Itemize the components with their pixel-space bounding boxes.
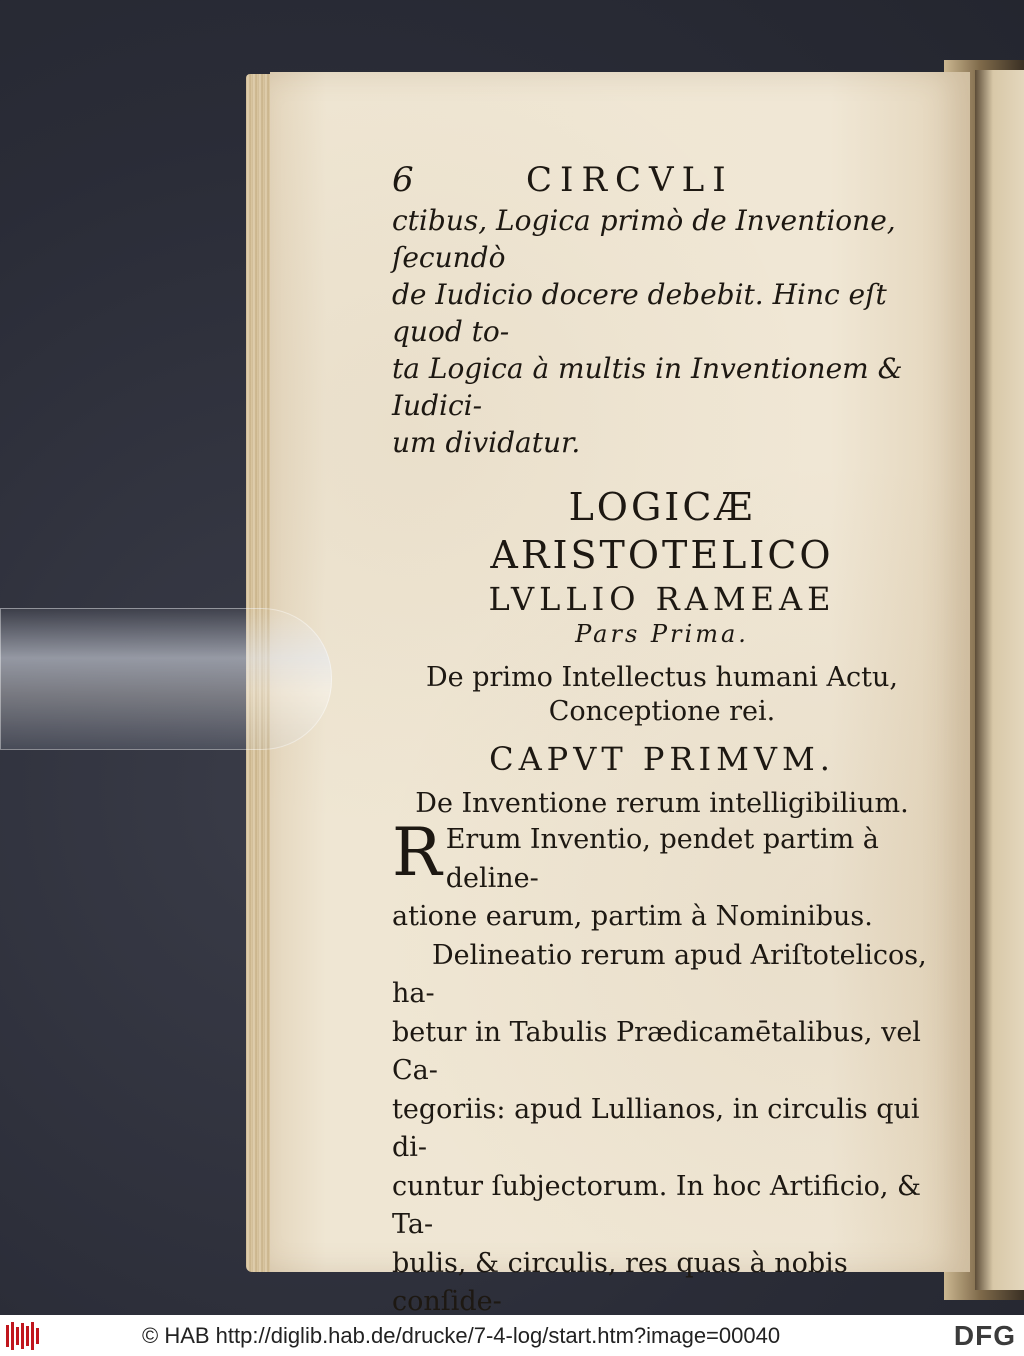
copyright-link[interactable]: © HAB http://diglib.hab.de/drucke/7-4-log/start.htm?image=00040	[142, 1322, 781, 1348]
section-heading-1: LOGICÆ ARISTOTELICO	[490, 485, 834, 577]
facing-page-edge	[975, 70, 1024, 1290]
page-text	[392, 160, 932, 1315]
page-number: 6	[392, 160, 414, 200]
text-line: ta Logica à multis in Inventionem & Iudici-	[392, 352, 903, 422]
text-line: betur in Tabulis Prædicamētalibus, vel Ca-	[392, 1016, 921, 1086]
intro-text	[392, 202, 932, 461]
running-head: CIRCVLI	[526, 160, 734, 200]
pars-heading: Pars Prima.	[575, 620, 749, 648]
section-heading-2: LVLLIO RAMEAE	[488, 580, 836, 618]
text-line: Erum Inventio, pendet partim à deline-	[445, 824, 879, 894]
text-line: cuntur ſubjectorum. In hoc Artificio, & Ta-	[392, 1170, 922, 1240]
subheading-2: Conceptione rei.	[548, 696, 776, 727]
dropcap: R	[392, 814, 442, 891]
text-line: atione earum, partim à Nominibus.	[392, 901, 873, 932]
subheading-1: De primo Intellectus humani Actu,	[426, 662, 898, 693]
text-line: tegoriis: apud Lullianos, in circulis qui di-	[392, 1093, 920, 1163]
footer-bar	[0, 1315, 1024, 1356]
body-text	[392, 814, 932, 1315]
text-line: ctibus, Logica primò de Inventione, ſecundò	[392, 204, 896, 274]
text-line: de Iudicio docere debebit. Hinc eſt quod to-	[392, 278, 887, 348]
hab-logo-icon	[6, 1321, 42, 1351]
text-line: Delineatio rerum apud Ariſtotelicos, ha-	[392, 939, 927, 1009]
dfg-logo: DFG	[953, 1319, 1016, 1351]
text-line: um dividatur.	[392, 426, 581, 459]
chapter-heading: CAPVT PRIMVM.	[489, 740, 835, 778]
running-header	[392, 160, 932, 200]
glass-page-holder	[0, 608, 332, 750]
chapter-title: De Inventione rerum intelligibilium.	[415, 788, 909, 819]
text-line: bulis, & circulis, res quas à nobis conſide-	[392, 1247, 848, 1315]
